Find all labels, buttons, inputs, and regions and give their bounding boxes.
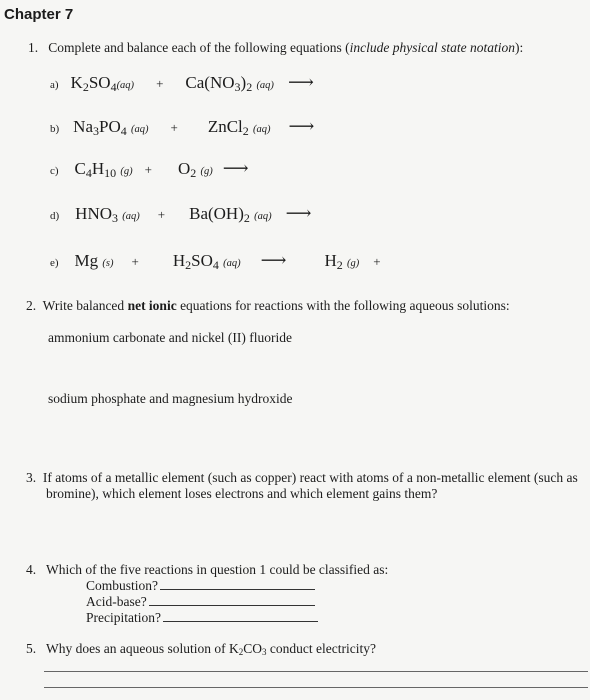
reactant-1: $Na_3PO_4$ (aq) xyxy=(73,117,149,138)
answer-line-2[interactable] xyxy=(44,687,588,688)
reactant-1: Mg (s) xyxy=(74,251,114,270)
question-4 xyxy=(26,562,388,578)
q1-prompt: Complete and balance each of the following equations ( xyxy=(48,40,350,55)
q2-prompt-end: equations for reactions with the following aqueous solutions: xyxy=(176,298,510,313)
reactant-2: $Ca(NO_3)_2$ (aq) xyxy=(185,73,274,94)
equation-b xyxy=(50,116,314,139)
answer-line-1[interactable] xyxy=(44,671,588,672)
equation-letter: e) xyxy=(50,257,59,269)
q2-item-2: sodium phosphate and magnesium hydroxide xyxy=(48,391,293,406)
q3-line-2: bromine), which element loses electrons and which element gains them? xyxy=(46,486,438,501)
reactant-2: ZnCl$_2$ (aq) xyxy=(207,117,271,138)
q4-item-combustion: Combustion? xyxy=(86,577,315,594)
equation-c xyxy=(50,158,249,181)
question-2 xyxy=(26,298,510,314)
reaction-arrow: ⟶ xyxy=(222,158,249,178)
plus-sign: + xyxy=(373,254,381,269)
reaction-arrow: ⟶ xyxy=(285,203,312,223)
reactant-1: $C_4H_{10}$ (g) xyxy=(74,159,133,180)
q1-number: 1. xyxy=(28,40,39,55)
reaction-arrow: ⟶ xyxy=(288,116,315,136)
reactant-2: $H_2SO_4$ (aq) xyxy=(172,251,241,272)
plus-sign: + xyxy=(131,254,139,269)
question-5: 5. Why does an aqueous solution of $K_2CO_3$ conduct electricity? xyxy=(26,641,376,657)
q2-number: 2. xyxy=(26,298,37,313)
equation-letter: c) xyxy=(50,165,59,177)
reactant-2: $Ba(OH)_2$ (aq) xyxy=(189,204,272,225)
equation-letter: d) xyxy=(50,210,60,222)
q2-item-1: ammonium carbonate and nickel (II) fluoride xyxy=(48,330,293,345)
equation-a xyxy=(50,72,314,95)
reactant-1: $K_2SO_4(aq)$ xyxy=(70,73,135,94)
equation-letter: a) xyxy=(50,79,59,91)
q3-number: 3. xyxy=(26,470,37,485)
q2-prompt-bold: net ionic xyxy=(127,298,177,313)
q4-item-precipitation: Precipitation? xyxy=(86,609,318,626)
reactant-1: $HNO_3$ (aq) xyxy=(75,204,140,225)
q2-prompt: Write balanced xyxy=(42,298,128,313)
chapter-title: Chapter 7 xyxy=(4,6,74,23)
equation-letter: b) xyxy=(50,123,60,135)
reaction-arrow: ⟶ xyxy=(260,250,287,270)
q1-prompt-italic: include physical state notation xyxy=(349,40,516,55)
answer-blank-precipitation[interactable] xyxy=(163,609,318,622)
answer-blank-combustion[interactable] xyxy=(160,577,315,590)
q1-prompt-end: ): xyxy=(515,40,524,55)
q4-number: 4. xyxy=(26,562,37,577)
reaction-arrow: ⟶ xyxy=(287,72,314,92)
q4-item-acid-base: Acid-base? xyxy=(86,593,315,610)
reactant-2: $O_2$ (g) xyxy=(178,159,213,180)
question-3 xyxy=(26,470,578,486)
equation-d xyxy=(50,203,311,226)
plus-sign: + xyxy=(144,162,153,177)
q3-line-1: If atoms of a metallic element (such as copper) react with atoms of a non-metallic element (such as xyxy=(42,470,578,485)
plus-sign: + xyxy=(156,76,164,91)
plus-sign: + xyxy=(157,207,166,222)
q5-number: 5. xyxy=(26,641,37,656)
q4-prompt: Which of the five reactions in question 1 could be classified as: xyxy=(46,562,389,577)
question-1 xyxy=(28,40,523,56)
equation-e xyxy=(50,250,381,273)
answer-blank-acid-base[interactable] xyxy=(149,593,315,606)
product-1: $H_2$ (g) xyxy=(324,251,360,272)
plus-sign: + xyxy=(170,120,178,135)
